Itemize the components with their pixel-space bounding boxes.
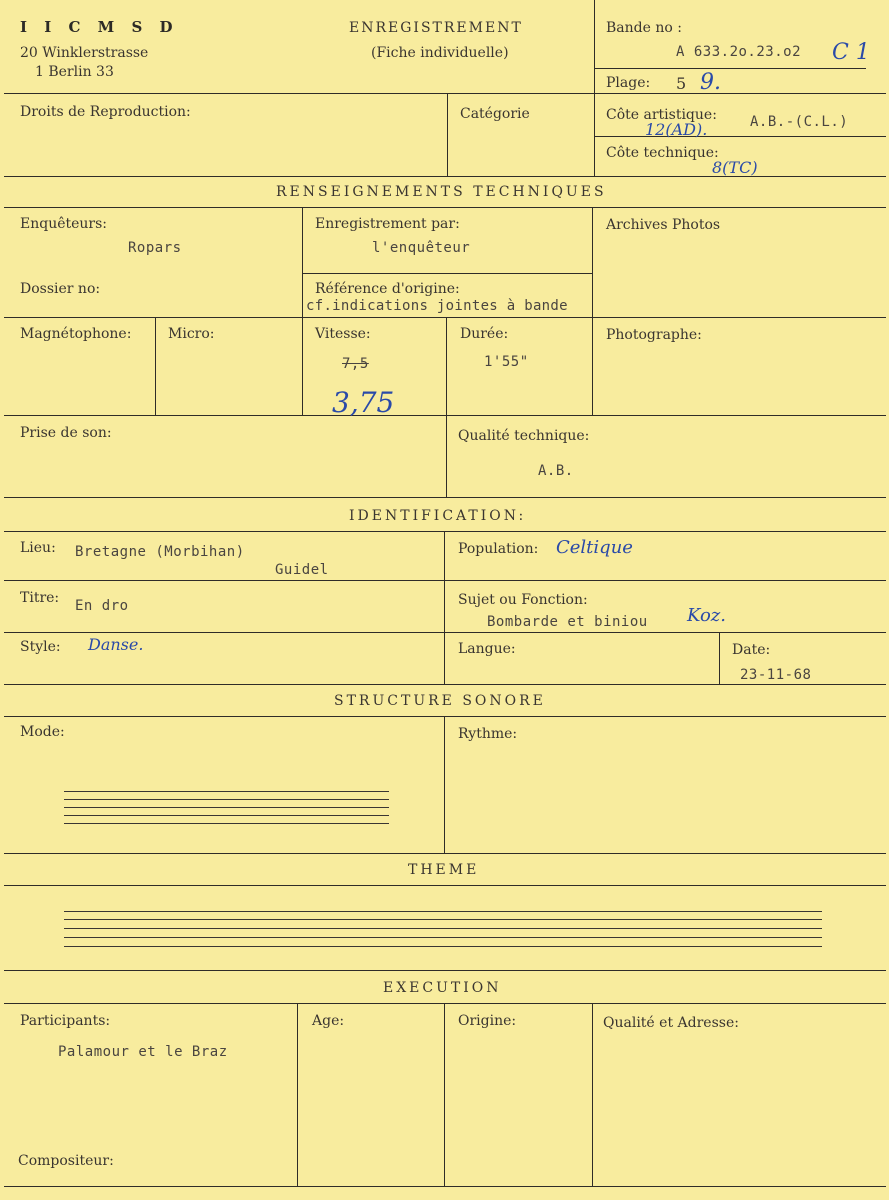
form-subtitle: (Fiche individuelle) (371, 45, 509, 61)
bande-value: A 633.2o.23.o2 (676, 44, 802, 60)
rule (444, 531, 445, 684)
origine-label: Origine: (458, 1013, 517, 1029)
participants-value: Palamour et le Braz (58, 1044, 228, 1060)
rule (4, 632, 886, 633)
rule (4, 207, 886, 208)
enregistrement-value: l'enquêteur (372, 240, 471, 256)
section-title-theme: THEME (408, 862, 480, 878)
participants-label: Participants: (20, 1013, 111, 1029)
cote-artistique-handwritten: 12(AD). (645, 120, 708, 139)
rule (4, 531, 886, 532)
staff-line (64, 928, 822, 929)
rule (447, 93, 448, 176)
droits-label: Droits de Reproduction: (20, 104, 191, 120)
rule (4, 497, 886, 498)
section-title-execution: EXECUTION (383, 980, 502, 996)
titre-label: Titre: (20, 590, 60, 606)
rule (444, 716, 445, 853)
rule (302, 273, 592, 274)
rule (302, 207, 303, 415)
plage-label: Plage: (606, 75, 651, 91)
address-line-1: 20 Winklerstrasse (20, 45, 149, 61)
date-value: 23-11-68 (740, 667, 812, 683)
plage-handwritten: 9. (700, 70, 721, 95)
compositeur-label: Compositeur: (18, 1153, 114, 1169)
sujet-value: Bombarde et biniou (487, 614, 648, 630)
staff-line (64, 946, 822, 947)
address-line-2: 1 Berlin 33 (35, 64, 114, 80)
cote-technique-label: Côte technique: (606, 145, 719, 161)
vitesse-struck-value: 7,5 (342, 356, 369, 372)
qualite-technique-label: Qualité technique: (458, 428, 590, 444)
age-label: Age: (312, 1013, 345, 1029)
staff-line (64, 937, 822, 938)
rule (4, 317, 886, 318)
categorie-label: Catégorie (460, 106, 530, 122)
lieu-label: Lieu: (20, 540, 56, 556)
rule (155, 317, 156, 415)
date-label: Date: (732, 642, 771, 658)
population-handwritten: Celtique (556, 537, 633, 558)
rule (4, 853, 886, 854)
enqueteurs-label: Enquêteurs: (20, 216, 108, 232)
staff-line (64, 799, 389, 800)
qualite-adresse-label: Qualité et Adresse: (603, 1015, 739, 1031)
lieu-value-1: Bretagne (Morbihan) (75, 544, 245, 560)
cote-artistique-label: Côte artistique: (606, 107, 717, 123)
rule (4, 1003, 886, 1004)
rule (4, 885, 886, 886)
cote-artistique-value: A.B.-(C.L.) (750, 114, 849, 130)
section-title-structure: STRUCTURE SONORE (334, 693, 546, 709)
cote-technique-handwritten: 8(TC) (712, 158, 758, 177)
langue-label: Langue: (458, 641, 516, 657)
bande-label: Bande no : (606, 20, 682, 36)
sujet-handwritten: Koz. (687, 605, 727, 626)
org-logo: I I C M S D (20, 18, 179, 36)
staff-line (64, 919, 822, 920)
rythme-label: Rythme: (458, 726, 518, 742)
rule (446, 317, 447, 415)
form-title: ENREGISTREMENT (349, 20, 523, 36)
archives-photos-label: Archives Photos (606, 217, 721, 233)
staff-line (64, 911, 822, 912)
sujet-label: Sujet ou Fonction: (458, 592, 588, 608)
rule (4, 93, 886, 94)
enqueteurs-value: Ropars (128, 240, 182, 256)
section-title-identification: IDENTIFICATION: (349, 508, 527, 524)
rule (719, 632, 720, 684)
reference-value: cf.indications jointes à bande (306, 298, 568, 314)
duree-value: 1'55" (484, 354, 529, 370)
rule (592, 207, 593, 415)
photographe-label: Photographe: (606, 327, 702, 343)
rule (592, 1003, 593, 1186)
rule (594, 68, 866, 69)
section-title-technical: RENSEIGNEMENTS TECHNIQUES (276, 184, 607, 200)
enregistrement-label: Enregistrement par: (315, 216, 460, 232)
rule (594, 136, 886, 137)
reference-label: Référence d'origine: (315, 281, 460, 297)
vitesse-handwritten: 3,75 (332, 386, 395, 419)
staff-line (64, 807, 389, 808)
lieu-value-2: Guidel (275, 562, 329, 578)
rule (4, 716, 886, 717)
rule (444, 1003, 445, 1186)
titre-value: En dro (75, 598, 129, 614)
rule (4, 415, 886, 416)
rule (446, 415, 447, 497)
dossier-label: Dossier no: (20, 281, 101, 297)
rule (4, 580, 886, 581)
rule (297, 1003, 298, 1186)
qualite-technique-value: A.B. (538, 463, 574, 479)
bande-handwritten: C 1 (832, 40, 870, 65)
micro-label: Micro: (168, 326, 215, 342)
magnetophone-label: Magnétophone: (20, 326, 132, 342)
staff-line (64, 791, 389, 792)
rule (4, 684, 886, 685)
vitesse-label: Vitesse: (315, 326, 371, 342)
population-label: Population: (458, 541, 539, 557)
prise-de-son-label: Prise de son: (20, 425, 112, 441)
rule (4, 1186, 886, 1187)
rule (594, 0, 595, 176)
staff-line (64, 815, 389, 816)
style-label: Style: (20, 639, 61, 655)
mode-label: Mode: (20, 724, 65, 740)
duree-label: Durée: (460, 326, 509, 342)
rule (4, 970, 886, 971)
staff-line (64, 823, 389, 824)
plage-value: 5 (676, 74, 687, 93)
style-handwritten: Danse. (88, 635, 144, 654)
